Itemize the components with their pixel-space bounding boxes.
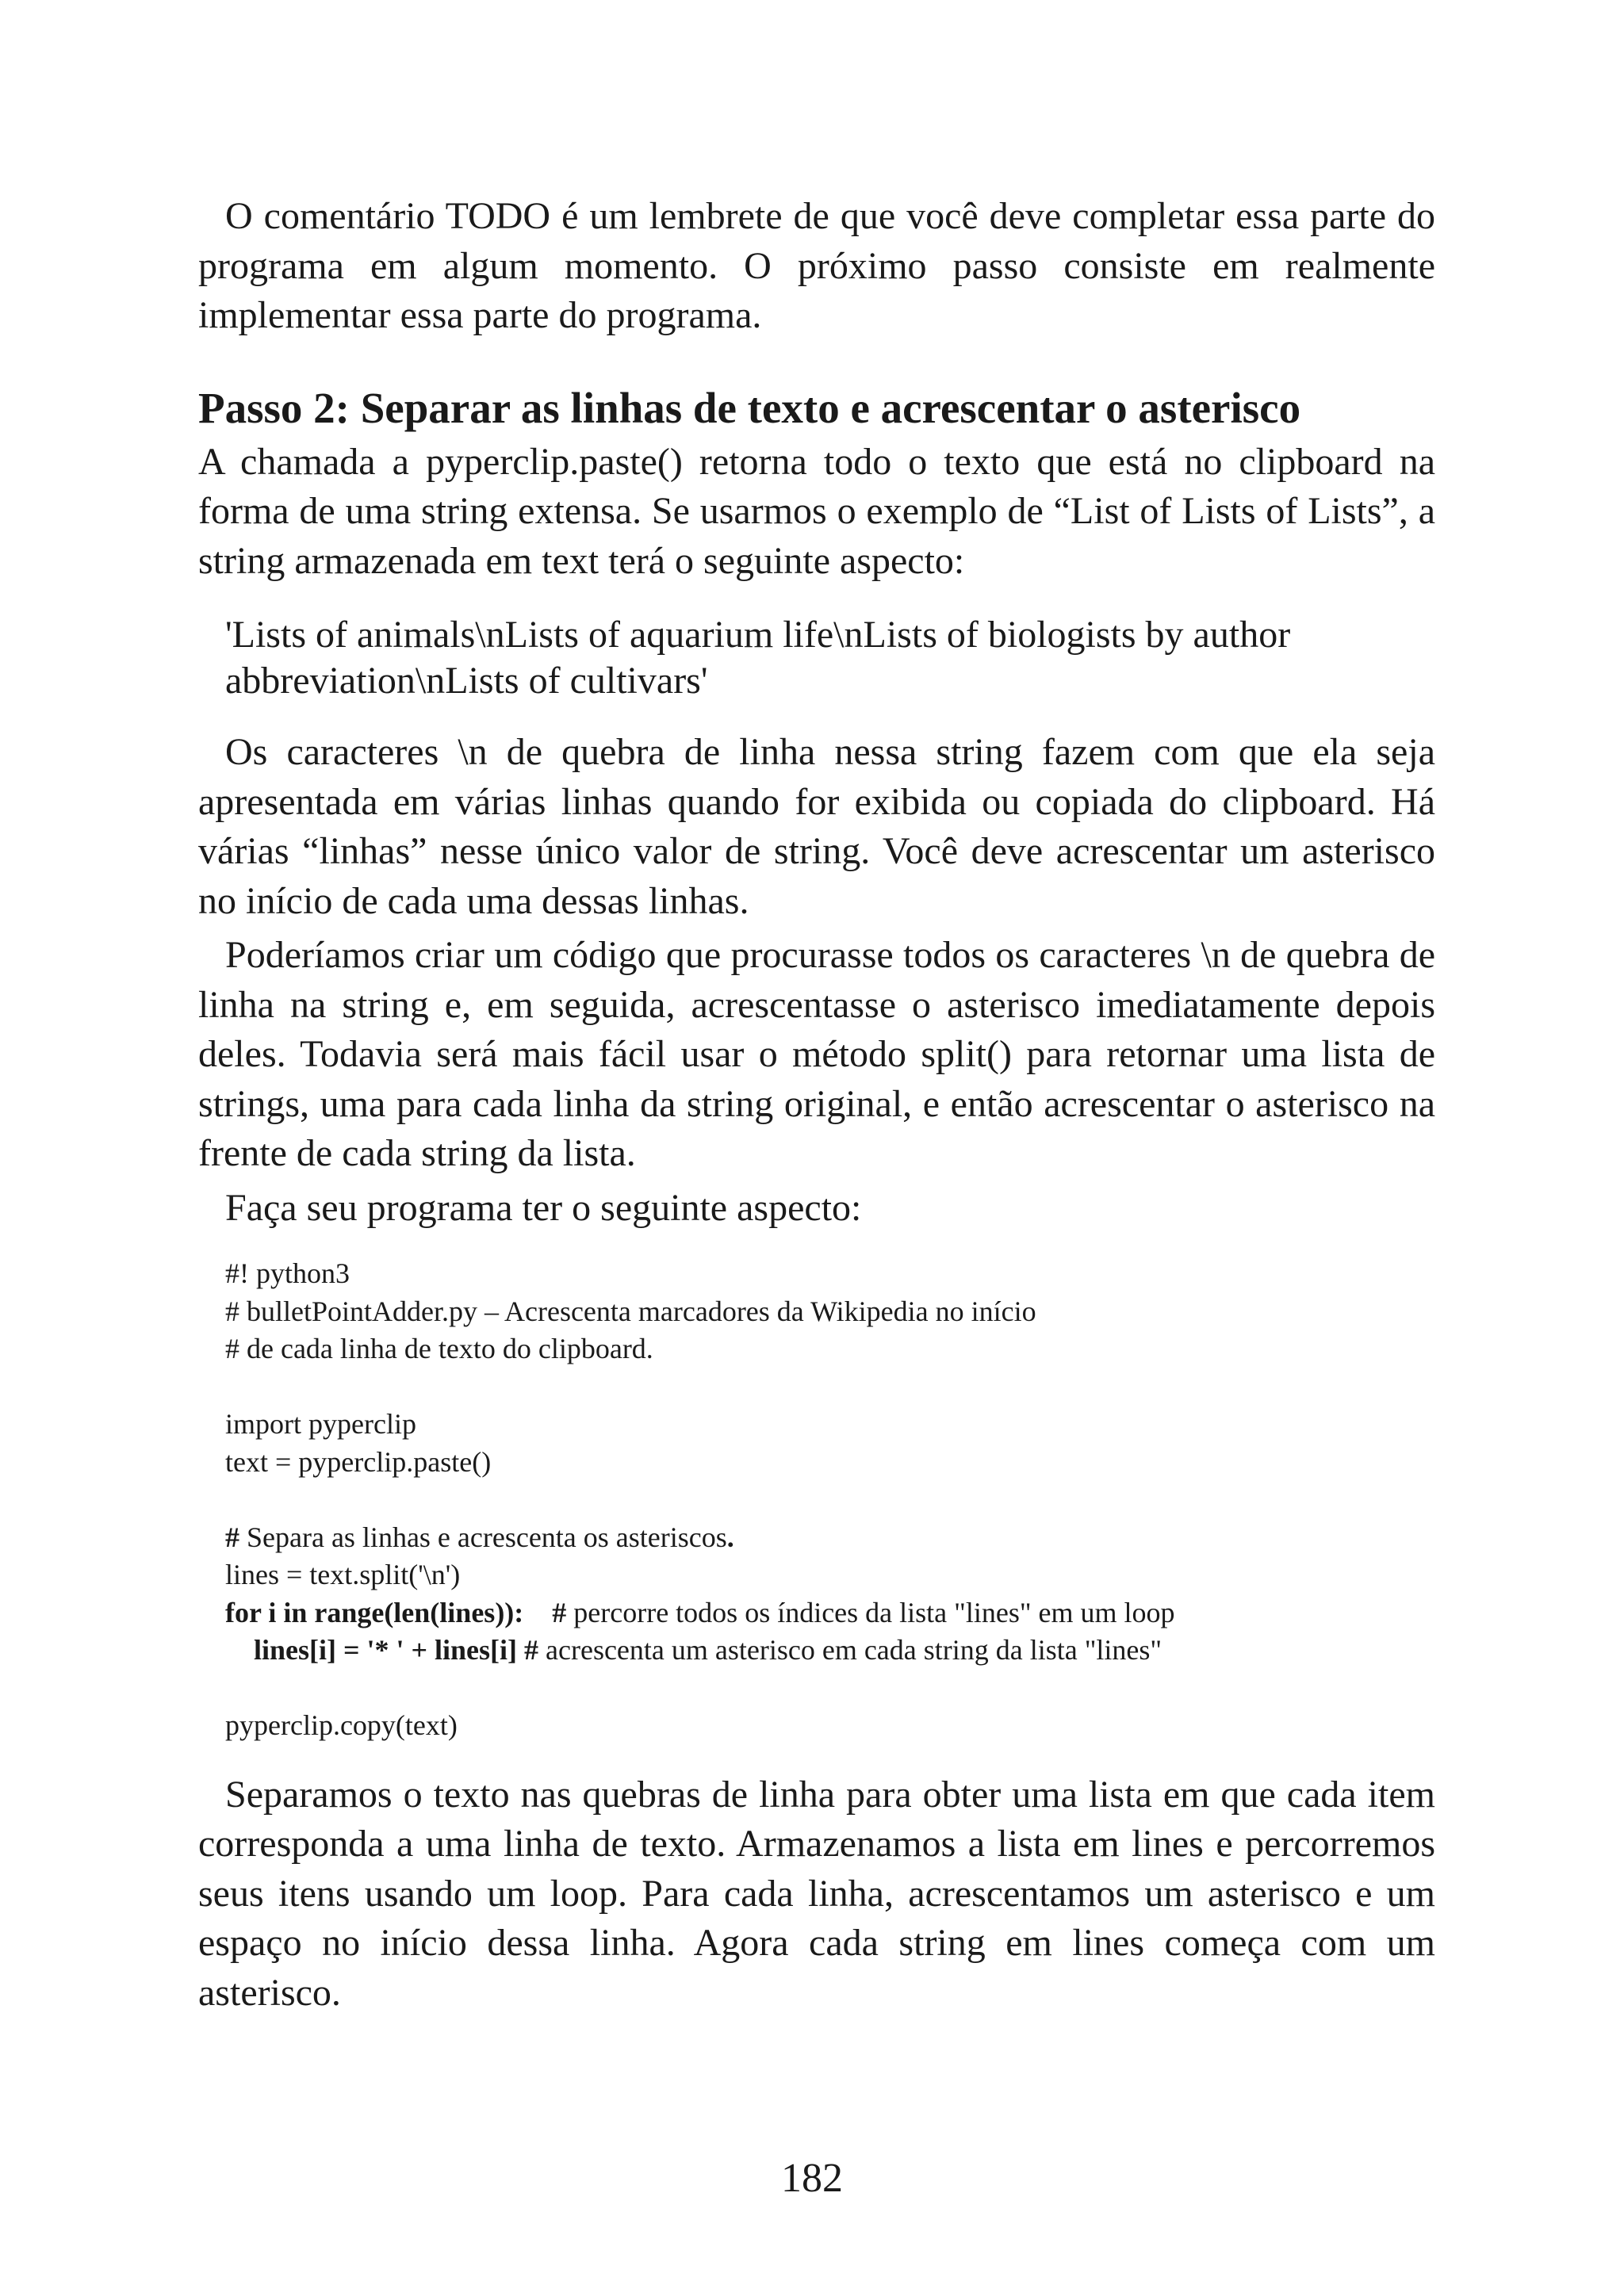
code-bold-fragment: # xyxy=(225,1521,239,1553)
code-fragment: percorre todos os índices da lista "lines" em um loop xyxy=(566,1596,1175,1628)
code-line: lines = text.split('\n') xyxy=(225,1559,461,1590)
code-listing xyxy=(225,1255,1435,1745)
paragraph-split-explanation: Separamos o texto nas quebras de linha para obter uma lista em que cada item corresponda a uma linha de texto. Armazenamos a lista em lines e percorremos seus itens usando um loop. Para cada linha, acrescentamos um asterisco e um espaço no início dessa linha. Agora cada string em lines começa com um asterisco. xyxy=(198,1773,1435,2014)
section-heading: Passo 2: Separar as linhas de texto e acrescentar o asterisco xyxy=(198,383,1301,432)
string-example xyxy=(225,612,1435,704)
code-blank-line xyxy=(225,1481,1435,1519)
code-line: #! python3 xyxy=(225,1257,350,1289)
page-number: 182 xyxy=(781,2156,843,2201)
code-fragment: acrescenta um asterisco em cada string da lista "lines" xyxy=(538,1634,1162,1666)
code-line: pyperclip.copy(text) xyxy=(225,1709,458,1741)
code-line: # bulletPointAdder.py – Acrescenta marcadores da Wikipedia no início xyxy=(225,1295,1036,1327)
code-blank-line xyxy=(225,1368,1435,1406)
code-line xyxy=(225,1519,1435,1557)
page-content xyxy=(198,192,1435,2018)
string-example-line: abbreviation\nLists of cultivars' xyxy=(225,660,708,702)
code-line xyxy=(225,1632,1435,1670)
paragraph-todo-reminder: O comentário TODO é um lembrete de que você deve completar essa parte do programa em algum momento. O próximo passo consiste em realmente implementar essa parte do programa. xyxy=(198,195,1435,336)
paragraph-newline-characters: Os caracteres \n de quebra de linha nessa string fazem com que ela seja apresentada em várias linhas quando for exibida ou copiada do clipboard. Há várias “linhas” nesse único valor de string. Você deve acrescentar um asterisco no início de cada uma dessas linhas. xyxy=(198,731,1435,922)
code-line xyxy=(225,1594,1435,1632)
code-bold-fragment: for i in range(len(lines)): # xyxy=(225,1596,567,1628)
code-line: # de cada linha de texto do clipboard. xyxy=(225,1333,653,1364)
paragraph-program-aspect: Faça seu programa ter o seguinte aspecto: xyxy=(225,1186,862,1229)
code-line: import pyperclip xyxy=(225,1408,416,1440)
code-fragment: Separa as linhas e acrescenta os asteriscos xyxy=(239,1521,727,1553)
code-bold-fragment: lines[i] = '* ' + lines[i] # xyxy=(225,1634,539,1666)
paragraph-split-method: Poderíamos criar um código que procurasse todos os caracteres \n de quebra de linha na string e, em seguida, acrescentasse o asterisco imediatamente depois deles. Todavia será mais fácil usar o método split() para retornar uma lista de strings, uma para cada linha da string original, e então acrescentar o asterisco na frente de cada string da lista. xyxy=(198,934,1435,1174)
code-line: text = pyperclip.paste() xyxy=(225,1445,492,1478)
code-blank-line xyxy=(225,1670,1435,1708)
paragraph-pyperclip-paste: A chamada a pyperclip.paste() retorna todo o texto que está no clipboard na forma de uma string extensa. Se usarmos o exemplo de “List of Lists of Lists”, a string armazenada em text terá o seguinte aspecto: xyxy=(198,440,1435,582)
string-example-line: 'Lists of animals\nLists of aquarium life\nLists of biologists by author xyxy=(225,614,1291,656)
code-bold-fragment: . xyxy=(726,1521,734,1553)
